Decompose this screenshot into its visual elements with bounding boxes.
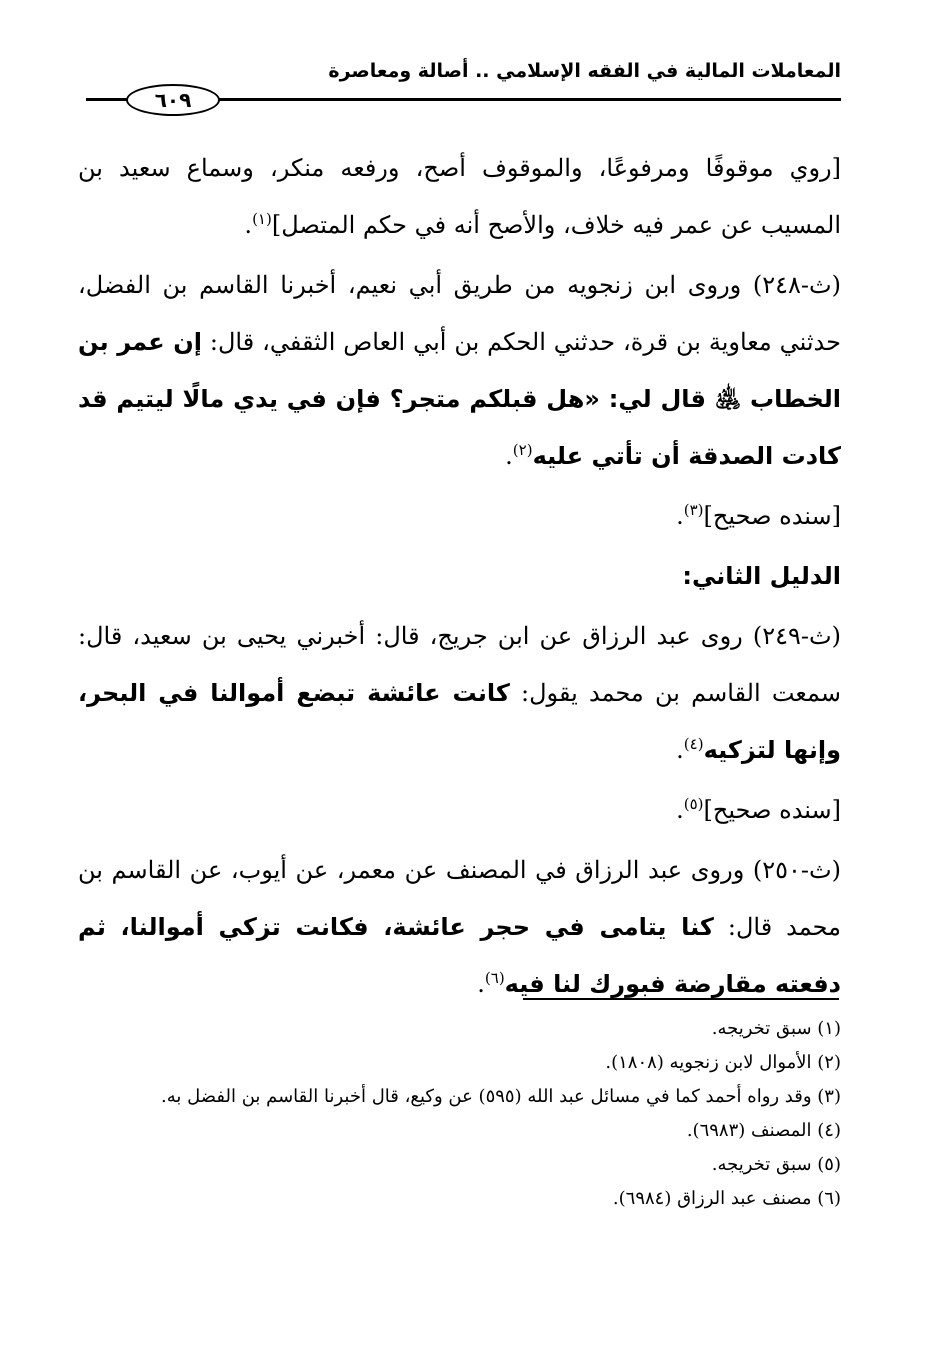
quoted-text: إن عمر بن الخطاب ﵁ قال لي: «هل قبلكم متجر؟ فإن في يدي مالًا ليتيم قد كادت الصدقة أن تأتي عليه — [78, 328, 841, 470]
main-text — [78, 140, 841, 1013]
paragraph-6 — [78, 842, 841, 1013]
paragraph-end: . — [244, 211, 253, 239]
footnote-6: (٦) مصنف عبد الرزاق (٦٩٨٤). — [612, 1188, 841, 1209]
paragraph-3 — [78, 488, 841, 545]
paragraph-end: . — [505, 442, 513, 470]
paragraph-text: (ث-٢٤٩) روى عبد الرزاق عن ابن جريج، قال: أخبرني يحيى بن سعيد، قال: سمعت القاسم بن محمد يقول: — [78, 622, 841, 707]
paragraph-end: . — [676, 502, 684, 530]
paragraph-text: [سنده صحيح] — [703, 796, 841, 824]
paragraph-text: [روي موقوفًا ومرفوعًا، والموقوف أصح، ورفعه منكر، وسماع سعيد بن المسيب عن عمر فيه خلاف، والأصح أنه في حكم المتصل] — [78, 154, 841, 239]
footnote-separator — [523, 998, 839, 1000]
footnote-1: (١) سبق تخريجه. — [711, 1018, 841, 1039]
footnote-5: (٥) سبق تخريجه. — [711, 1154, 841, 1175]
footnote-3: (٣) وقد رواه أحمد كما في مسائل عبد الله (٥٩٥) عن وكيع، قال أخبرنا القاسم بن الفضل به. — [161, 1086, 841, 1107]
paragraph-end: . — [477, 970, 485, 998]
footnote-ref: (١) — [252, 210, 272, 228]
footnote-ref: (٢) — [512, 441, 533, 459]
footnote-ref: (٤) — [683, 735, 704, 753]
paragraph-5 — [78, 782, 841, 839]
paragraph-end: . — [676, 796, 684, 824]
paragraph-text: [سنده صحيح] — [703, 502, 841, 530]
quoted-text: كانت عائشة تبضع أموالنا في البحر، وإنها لتزكيه — [78, 679, 841, 764]
footnote-2: (٢) الأموال لابن زنجويه (١٨٠٨). — [605, 1052, 841, 1073]
paragraph-1 — [78, 140, 841, 254]
paragraph-end: . — [676, 736, 684, 764]
paragraph-2 — [78, 257, 841, 485]
footnote-ref: (٥) — [683, 795, 704, 813]
running-title: المعاملات المالية في الفقه الإسلامي .. أصالة ومعاصرة — [328, 60, 841, 82]
footnote-ref: (٦) — [484, 969, 505, 987]
page-number: ٦٠٩ — [126, 84, 220, 116]
quoted-text: كنا يتامى في حجر عائشة، فكانت تزكي أموالنا، ثم دفعته مقارضة فبورك لنا فيه — [78, 913, 841, 998]
section-heading: الدليل الثاني: — [682, 562, 841, 590]
footnotes — [78, 1012, 841, 1216]
footnote-ref: (٣) — [683, 501, 704, 519]
paragraph-text: (ث-٢٥٠) وروى عبد الرزاق في المصنف عن معمر، عن أيوب، عن القاسم بن محمد قال: — [78, 856, 841, 941]
paragraph-text: (ث-٢٤٨) وروى ابن زنجويه من طريق أبي نعيم، أخبرنا القاسم بن الفضل، حدثني معاوية بن قرة، حدثني الحكم بن أبي العاص الثقفي، قال: — [78, 271, 841, 356]
footnote-4: (٤) المصنف (٦٩٨٣). — [686, 1120, 841, 1141]
paragraph-4 — [78, 608, 841, 779]
